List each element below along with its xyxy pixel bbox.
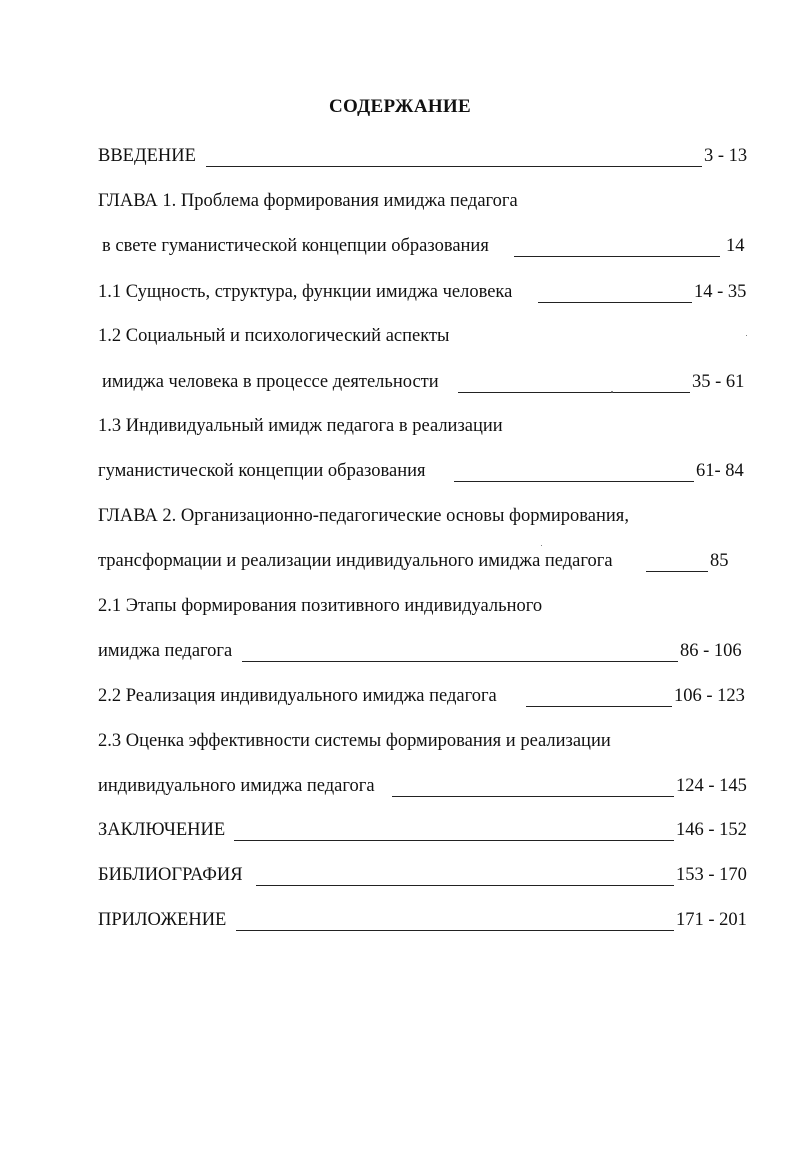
- toc-entry-label-continued: гуманистической концепции образования: [98, 461, 426, 481]
- toc-entry-label: ЗАКЛЮЧЕНИЕ: [98, 820, 226, 840]
- toc-entry-label: 1.2 Социальный и психологический аспекты: [98, 326, 450, 346]
- leader-line: [392, 796, 674, 797]
- toc-entry-pages: 124 - 145: [676, 776, 747, 796]
- toc-entry-pages: 146 - 152: [676, 820, 747, 840]
- leader-line: [646, 571, 708, 572]
- toc-entry-pages: 14: [726, 236, 745, 256]
- toc-entry-label-continued: имиджа человека в процессе деятельности: [102, 372, 439, 392]
- leader-line: [538, 302, 692, 303]
- leader-line: [206, 166, 702, 167]
- leader-line: [514, 256, 720, 257]
- toc-entry-label-continued: индивидуального имиджа педагога: [98, 776, 375, 796]
- toc-entry-label-continued: трансформации и реализации индивидуального имиджа педагога: [98, 551, 613, 571]
- toc-entry-pages: 14 - 35: [694, 282, 747, 302]
- toc-entry-label: ВВЕДЕНИЕ: [98, 146, 196, 166]
- toc-entry-label: 1.3 Индивидуальный имидж педагога в реализации: [98, 416, 503, 436]
- toc-entry-pages: 85: [710, 551, 729, 571]
- leader-line: [236, 930, 674, 931]
- leader-line: [526, 706, 672, 707]
- toc-entry-label-continued: в свете гуманистической концепции образования: [102, 236, 489, 256]
- scan-speck: [541, 545, 542, 546]
- leader-line: [234, 840, 674, 841]
- toc-entry-pages: 3 - 13: [704, 146, 748, 166]
- toc-entry-label: 2.1 Этапы формирования позитивного индивидуального: [98, 596, 543, 616]
- toc-entry-pages: 171 - 201: [676, 910, 747, 930]
- toc-entry-label: ПРИЛОЖЕНИЕ: [98, 910, 227, 930]
- page-title: СОДЕРЖАНИЕ: [329, 96, 471, 117]
- scan-speck: [611, 391, 613, 393]
- toc-entry-label: 2.2 Реализация индивидуального имиджа педагога: [98, 686, 497, 706]
- leader-line: [454, 481, 694, 482]
- leader-line: [256, 885, 674, 886]
- toc-entry-pages: 86 - 106: [680, 641, 742, 661]
- toc-entry-label: 2.3 Оценка эффективности системы формирования и реализации: [98, 731, 611, 751]
- scan-speck: [746, 335, 747, 336]
- leader-line: [242, 661, 678, 662]
- toc-entry-pages: 35 - 61: [692, 372, 745, 392]
- toc-entry-label-continued: имиджа педагога: [98, 641, 233, 661]
- toc-entry-label: 1.1 Сущность, структура, функции имиджа человека: [98, 282, 513, 302]
- toc-entry-pages: 153 - 170: [676, 865, 747, 885]
- toc-entry-label: БИБЛИОГРАФИЯ: [98, 865, 243, 885]
- toc-entry-label: ГЛАВА 2. Организационно-педагогические основы формирования,: [98, 506, 629, 526]
- toc-entry-pages: 106 - 123: [674, 686, 745, 706]
- toc-entry-label: ГЛАВА 1. Проблема формирования имиджа педагога: [98, 191, 518, 211]
- leader-line: [458, 392, 690, 393]
- toc-entry-pages: 61- 84: [696, 461, 744, 481]
